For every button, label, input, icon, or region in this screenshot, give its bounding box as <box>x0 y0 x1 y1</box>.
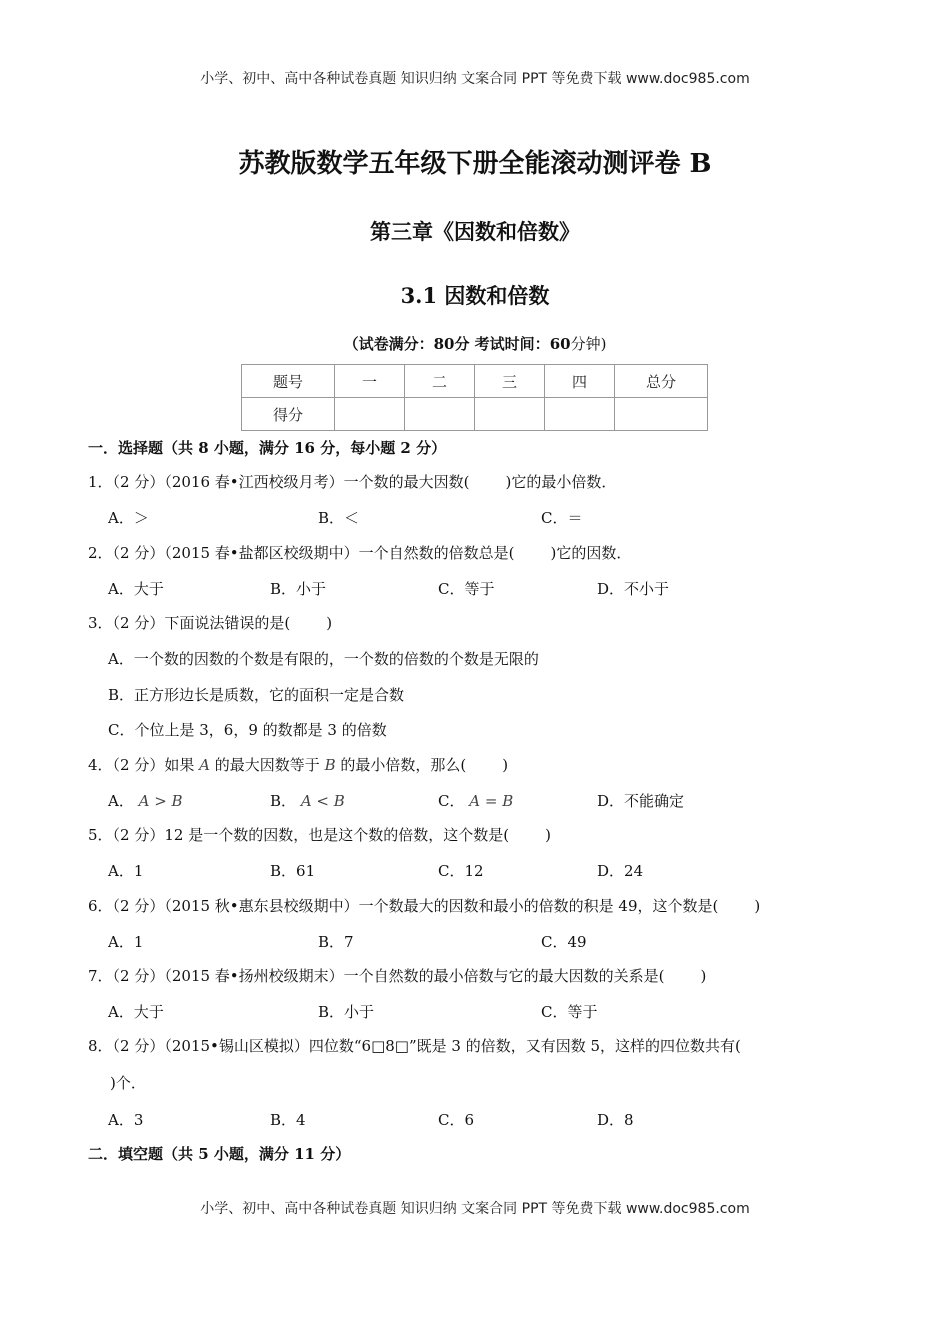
q3-option-b[interactable]: B．正方形边长是质数，它的面积一定是合数 <box>108 686 405 704</box>
score-header-cell: 总分 <box>615 365 708 398</box>
q3-option-c[interactable]: C．个位上是 3，6，9 的数都是 3 的倍数 <box>108 721 387 739</box>
q6-option-c[interactable]: C．49 <box>541 933 587 951</box>
exam-title: 苏教版数学五年级下册全能滚动测评卷 B <box>238 149 712 179</box>
q5-option-d[interactable]: D．24 <box>597 862 644 880</box>
q8-option-b[interactable]: B．4 <box>270 1111 306 1129</box>
q6-option-a[interactable]: A．1 <box>108 933 144 951</box>
question-4: 4．（2 分）如果 A 的最大因数等于 B 的最小倍数，那么( ) <box>88 756 509 774</box>
question-8: 8．（2 分）（2015•锡山区模拟）四位数“6□8□”既是 3 的倍数，又有因数 5，这样的四位数共有( <box>88 1037 741 1055</box>
chapter-title: 第三章《因数和倍数》 <box>370 219 580 244</box>
q4-option-a[interactable]: A． A > B <box>108 792 183 810</box>
question-7: 7．（2 分）（2015 春•扬州校级期末）一个自然数的最小倍数与它的最大因数的关系是( ) <box>88 967 707 985</box>
q8-option-c[interactable]: C．6 <box>438 1111 475 1129</box>
score-header-cell: 一 <box>335 365 405 398</box>
page-header: 小学、初中、高中各种试卷真题 知识归纳 文案合同 PPT 等免费下载 www.doc985.com <box>200 71 750 87</box>
section-title: 3.1 因数和倍数 <box>400 283 550 308</box>
q2-option-c[interactable]: C．等于 <box>438 580 495 598</box>
q4-option-d[interactable]: D．不能确定 <box>597 792 685 810</box>
question-1: 1．（2 分）（2016 春•江西校级月考）一个数的最大因数( )它的最小倍数． <box>88 473 617 491</box>
section-heading-fill: 二．填空题（共 5 小题，满分 11 分） <box>88 1145 351 1163</box>
q7-option-c[interactable]: C．等于 <box>541 1003 598 1021</box>
exam-meta: （试卷满分：80分 考试时间：60分钟) <box>343 335 607 353</box>
q4-option-b[interactable]: B． A < B <box>270 792 345 810</box>
score-table-header-row <box>242 365 708 398</box>
q5-option-b[interactable]: B．61 <box>270 862 316 880</box>
q6-option-b[interactable]: B．7 <box>318 933 354 951</box>
score-cell[interactable] <box>475 398 545 431</box>
score-table <box>241 364 708 431</box>
score-header-cell: 四 <box>545 365 615 398</box>
q7-option-a[interactable]: A．大于 <box>108 1003 164 1021</box>
score-cell[interactable] <box>545 398 615 431</box>
question-5: 5．（2 分）12 是一个数的因数，也是这个数的倍数，这个数是( ) <box>88 826 551 844</box>
score-cell[interactable] <box>615 398 708 431</box>
score-row-label: 得分 <box>242 398 335 431</box>
q1-option-b[interactable]: B．＜ <box>318 509 360 527</box>
q7-option-b[interactable]: B．小于 <box>318 1003 375 1021</box>
question-2: 2．（2 分）（2015 春•盐都区校级期中）一个自然数的倍数总是( )它的因数． <box>88 544 632 562</box>
section-heading-choice: 一．选择题（共 8 小题，满分 16 分，每小题 2 分） <box>88 439 447 457</box>
q3-option-a[interactable]: A．一个数的因数的个数是有限的，一个数的倍数的个数是无限的 <box>108 650 539 668</box>
score-header-cell: 三 <box>475 365 545 398</box>
q1-option-c[interactable]: C．＝ <box>541 509 583 527</box>
score-header-cell: 二 <box>405 365 475 398</box>
q2-option-a[interactable]: A．大于 <box>108 580 164 598</box>
question-6: 6．（2 分）（2015 秋•惠东县校级期中）一个数最大的因数和最小的倍数的积是 49，这个数是( ) <box>88 897 761 915</box>
q2-option-b[interactable]: B．小于 <box>270 580 327 598</box>
q1-option-a[interactable]: A．＞ <box>108 509 149 527</box>
score-table-row <box>242 398 708 431</box>
score-cell[interactable] <box>335 398 405 431</box>
q8-option-a[interactable]: A．3 <box>108 1111 144 1129</box>
q2-option-d[interactable]: D．不小于 <box>597 580 670 598</box>
question-3: 3．（2 分）下面说法错误的是( ) <box>88 614 333 632</box>
q5-option-c[interactable]: C．12 <box>438 862 484 880</box>
q5-option-a[interactable]: A．1 <box>108 862 144 880</box>
page-footer: 小学、初中、高中各种试卷真题 知识归纳 文案合同 PPT 等免费下载 www.doc985.com <box>200 1201 750 1217</box>
q4-option-c[interactable]: C． A = B <box>438 792 514 810</box>
question-8-continued: )个． <box>110 1074 146 1092</box>
q8-option-d[interactable]: D．8 <box>597 1111 634 1129</box>
score-header-cell: 题号 <box>242 365 335 398</box>
score-cell[interactable] <box>405 398 475 431</box>
